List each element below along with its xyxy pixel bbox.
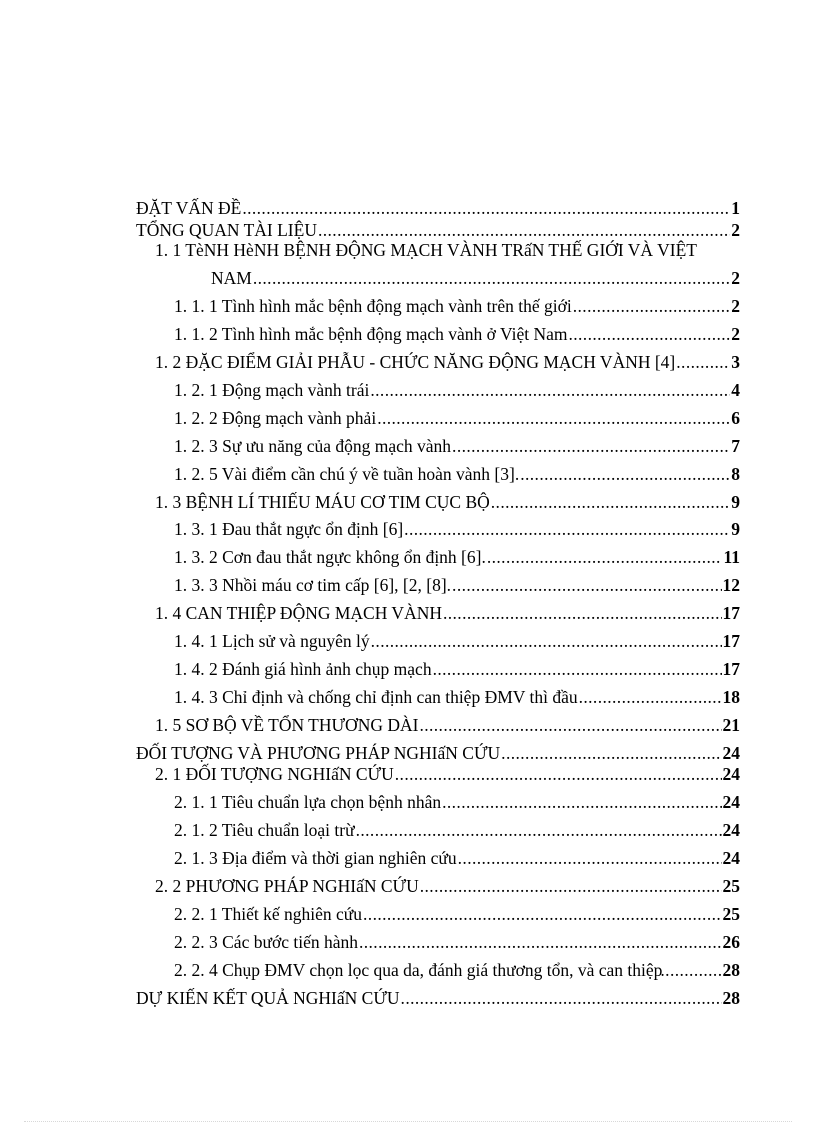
toc-entry[interactable]: [174, 631, 740, 651]
toc-entry-label: 1. 4. 3 Chỉ định và chống chỉ định can thiệp ĐMV thì đầu: [174, 687, 578, 707]
toc-entry-label: 1. 1. 1 Tình hình mắc bệnh động mạch vành trên thế giới: [174, 296, 572, 316]
toc-entry-page: 26: [722, 932, 740, 952]
toc-entry-label: 1. 5 SƠ BỘ VỀ TỔN THƯƠNG DÀI: [155, 715, 419, 735]
toc-entry-label-line2: NAM: [211, 268, 252, 288]
toc-entry[interactable]: [136, 743, 740, 763]
toc-entry-page: 2: [731, 268, 740, 288]
toc-entry-page: 24: [722, 820, 740, 840]
toc-entry-label: 1. 4. 2 Đánh giá hình ảnh chụp mạch: [174, 659, 432, 679]
toc-entry-page: 17: [722, 631, 740, 651]
toc-entry[interactable]: [174, 687, 740, 707]
toc-entry-page: 18: [722, 687, 740, 707]
leader-dots: [377, 408, 730, 428]
toc-entry-page: 25: [722, 904, 740, 924]
toc-entry-label: 1. 3 BỆNH LÍ THIẾU MÁU CƠ TIM CỤC BỘ: [155, 492, 490, 512]
toc-entry[interactable]: [174, 904, 740, 924]
toc-entry[interactable]: [174, 408, 740, 428]
toc-entry[interactable]: [174, 960, 740, 980]
leader-dots: [433, 659, 722, 679]
toc-entry[interactable]: [174, 932, 740, 952]
toc-entry-label: 2. 2 PHƯƠNG PHÁP NGHIấN CỨU: [155, 876, 419, 896]
toc-entry[interactable]: [174, 464, 740, 484]
toc-entry-label: 1. 1. 2 Tình hình mắc bệnh động mạch vành ở Việt Nam: [174, 324, 568, 344]
leader-dots: [401, 988, 722, 1008]
leader-dots: [579, 687, 722, 707]
toc-entry-label: 1. 2. 1 Động mạch vành trái: [174, 380, 370, 400]
toc-entry-label: ĐỐI TƯỢNG VÀ PHƯƠNG PHÁP NGHIấN CỨU: [136, 743, 501, 763]
leader-dots: [501, 743, 721, 763]
toc-entry[interactable]: [174, 848, 740, 868]
toc-entry-page: 8: [731, 464, 740, 484]
leader-dots: [568, 324, 730, 344]
leader-dots: [419, 715, 721, 735]
toc-entry[interactable]: [174, 792, 740, 812]
leader-dots: [458, 848, 722, 868]
toc-entry-page: 7: [731, 436, 740, 456]
toc-entry-page: 25: [722, 876, 740, 896]
toc-entry-label: 1. 3. 2 Cơn đau thắt ngực không ổn định [6].: [174, 547, 486, 567]
leader-dots: [359, 932, 722, 952]
toc-entry-label: 2. 1. 3 Địa điểm và thời gian nghiên cứu: [174, 848, 457, 868]
leader-dots: [676, 352, 730, 372]
toc-entry-page: 9: [731, 492, 740, 512]
leader-dots: [371, 631, 722, 651]
page-bottom-divider: [24, 1121, 792, 1122]
leader-dots: [370, 380, 730, 400]
toc-entry-page: 24: [722, 848, 740, 868]
toc-entry-page: 2: [731, 220, 740, 240]
toc-entry[interactable]: [174, 659, 740, 679]
toc-entry-label: ĐẶT VẤN ĐỀ: [136, 198, 242, 218]
toc-entry[interactable]: [136, 988, 740, 1008]
toc-entry-page: 3: [731, 352, 740, 372]
toc-entry[interactable]: [155, 876, 740, 896]
toc-entry-page: 4: [731, 380, 740, 400]
leader-dots: [442, 792, 721, 812]
toc-entry[interactable]: [155, 603, 740, 623]
toc-entry-label: 2. 2. 4 Chụp ĐMV chọn lọc qua da, đánh giá thương tổn, và can thiệp: [174, 960, 663, 980]
toc-entry-page: 24: [722, 764, 740, 784]
toc-entry-label: 1. 2. 5 Vài điểm cần chú ý về tuần hoàn vành [3].: [174, 464, 520, 484]
toc-entry-label: 2. 1. 2 Tiêu chuẩn loại trừ: [174, 820, 355, 840]
toc-entry-label: 1. 4. 1 Lịch sử và nguyên lý: [174, 631, 370, 651]
toc-entry-page: 24: [722, 792, 740, 812]
leader-dots: [573, 296, 731, 316]
leader-dots: [356, 820, 722, 840]
toc-entry-label-line1[interactable]: 1. 1 TèNH HèNH BỆNH ĐỘNG MẠCH VÀNH TRấN THẾ GIỚI VÀ VIỆT: [155, 240, 697, 260]
toc-entry-page: 11: [723, 547, 740, 567]
toc-entry-page: 9: [731, 519, 740, 539]
toc-entry-page: 17: [722, 603, 740, 623]
leader-dots: [253, 268, 730, 288]
toc-entry-label: 2. 1 ĐỐI TƯỢNG NGHIấN CỨU: [155, 764, 394, 784]
toc-entry[interactable]: [155, 715, 740, 735]
leader-dots: [520, 464, 730, 484]
toc-entry[interactable]: [174, 820, 740, 840]
toc-entry-page: 28: [722, 960, 740, 980]
leader-dots: [420, 876, 722, 896]
leader-dots: [487, 547, 723, 567]
toc-entry-page: 28: [722, 988, 740, 1008]
toc-entry[interactable]: [136, 220, 740, 240]
toc-entry-page: 21: [722, 715, 740, 735]
toc-entry-label: 1. 3. 3 Nhồi máu cơ tim cấp [6], [2, [8].: [174, 575, 452, 595]
toc-entry[interactable]: [174, 575, 740, 595]
leader-dots: [242, 198, 730, 218]
toc-entry[interactable]: [174, 380, 740, 400]
toc-entry[interactable]: [155, 352, 740, 372]
toc-entry-page: 17: [722, 659, 740, 679]
leader-dots: [660, 960, 722, 980]
toc-entry[interactable]: [136, 198, 740, 218]
toc-entry[interactable]: [155, 492, 740, 512]
leader-dots: [395, 764, 722, 784]
leader-dots: [363, 904, 721, 924]
toc-entry-label: 2. 2. 1 Thiết kế nghiên cứu: [174, 904, 363, 924]
leader-dots: [452, 575, 721, 595]
leader-dots: [443, 603, 722, 623]
toc-entry-label: 1. 4 CAN THIỆP ĐỘNG MẠCH VÀNH: [155, 603, 442, 623]
toc-entry[interactable]: [174, 296, 740, 316]
toc-entry[interactable]: [174, 324, 740, 344]
toc-entry-label: 1. 2. 3 Sự ưu năng của động mạch vành: [174, 436, 452, 456]
toc-entry-label: 2. 1. 1 Tiêu chuẩn lựa chọn bệnh nhân: [174, 792, 442, 812]
toc-entry-label: 1. 2 ĐẶC ĐIỂM GIẢI PHẪU - CHỨC NĂNG ĐỘNG MẠCH VÀNH [4]: [155, 352, 676, 372]
toc-entry-page: 24: [722, 743, 740, 763]
toc-entry-page: 12: [722, 575, 740, 595]
leader-dots: [452, 436, 730, 456]
toc-entry-label: 1. 3. 1 Đau thắt ngực ổn định [6]: [174, 519, 404, 539]
toc-entry-page: 2: [731, 296, 740, 316]
toc-entry-page: 6: [731, 408, 740, 428]
toc-entry[interactable]: [174, 519, 740, 539]
leader-dots: [404, 519, 730, 539]
toc-entry[interactable]: [155, 764, 740, 784]
toc-entry-page: 1: [731, 198, 740, 218]
toc-entry-label: 2. 2. 3 Các bước tiến hành: [174, 932, 358, 952]
toc-entry[interactable]: [174, 547, 740, 567]
leader-dots: [318, 220, 730, 240]
leader-dots: [491, 492, 730, 512]
toc-entry-label: 1. 2. 2 Động mạch vành phải: [174, 408, 377, 428]
toc-entry-label: TỔNG QUAN TÀI LIỆU: [136, 220, 317, 240]
toc-entry-label: DỰ KIẾN KẾT QUẢ NGHIấN CỨU: [136, 988, 400, 1008]
toc-entry[interactable]: [174, 436, 740, 456]
toc-entry[interactable]: [211, 268, 740, 288]
toc-entry-page: 2: [731, 324, 740, 344]
